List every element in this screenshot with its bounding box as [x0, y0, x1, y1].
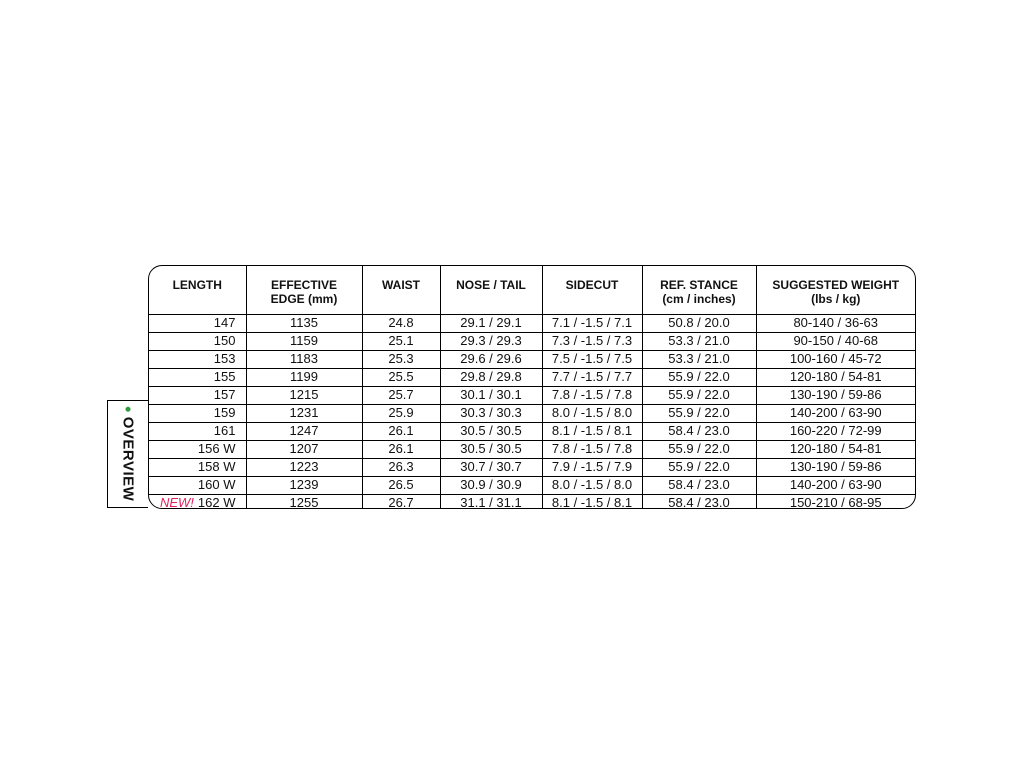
- length-value: 157: [213, 387, 236, 402]
- table-cell-ref-stance: 55.9 / 22.0: [642, 440, 756, 458]
- table-cell-length: [149, 458, 246, 476]
- table-cell-nose-tail: 30.1 / 30.1: [440, 386, 542, 404]
- table-cell-effective-edge: 1247: [246, 422, 362, 440]
- table-row: [149, 458, 915, 476]
- table-cell-suggested-weight: 80-140 / 36-63: [756, 314, 915, 332]
- table-cell-nose-tail: 30.5 / 30.5: [440, 440, 542, 458]
- table-cell-ref-stance: 53.3 / 21.0: [642, 350, 756, 368]
- length-value: 162 W: [197, 495, 236, 509]
- table-cell-ref-stance: 55.9 / 22.0: [642, 386, 756, 404]
- table-cell-nose-tail: 29.1 / 29.1: [440, 314, 542, 332]
- table-cell-waist: 26.3: [362, 458, 440, 476]
- table-cell-length: [149, 494, 246, 509]
- table-cell-suggested-weight: 90-150 / 40-68: [756, 332, 915, 350]
- length-value: 153: [213, 351, 236, 366]
- table-cell-effective-edge: 1207: [246, 440, 362, 458]
- column-header-sidecut: SIDECUT: [542, 266, 642, 314]
- column-header-waist: WAIST: [362, 266, 440, 314]
- length-value: 155: [213, 369, 236, 384]
- table-cell-sidecut: 8.0 / -1.5 / 8.0: [542, 476, 642, 494]
- table-cell-effective-edge: 1223: [246, 458, 362, 476]
- length-value: 160 W: [197, 477, 236, 492]
- table-cell-waist: 25.9: [362, 404, 440, 422]
- column-header-suggested-weight: SUGGESTED WEIGHT (lbs / kg): [756, 266, 915, 314]
- table-cell-nose-tail: 29.8 / 29.8: [440, 368, 542, 386]
- table-cell-sidecut: 7.3 / -1.5 / 7.3: [542, 332, 642, 350]
- length-value: 158 W: [197, 459, 236, 474]
- table-cell-waist: 26.5: [362, 476, 440, 494]
- table-cell-sidecut: 8.0 / -1.5 / 8.0: [542, 404, 642, 422]
- table-cell-suggested-weight: 140-200 / 63-90: [756, 476, 915, 494]
- table-row: [149, 368, 915, 386]
- table-cell-suggested-weight: 120-180 / 54-81: [756, 440, 915, 458]
- table-cell-effective-edge: 1239: [246, 476, 362, 494]
- column-header-ref-stance: REF. STANCE (cm / inches): [642, 266, 756, 314]
- table-cell-waist: 25.7: [362, 386, 440, 404]
- length-value: 156 W: [197, 441, 236, 456]
- table-cell-length: [149, 404, 246, 422]
- table-cell-suggested-weight: 120-180 / 54-81: [756, 368, 915, 386]
- table-cell-length: [149, 476, 246, 494]
- new-badge: NEW!: [159, 495, 194, 509]
- table-cell-ref-stance: 50.8 / 20.0: [642, 314, 756, 332]
- table-row: [149, 422, 915, 440]
- table-cell-sidecut: 7.5 / -1.5 / 7.5: [542, 350, 642, 368]
- table-cell-length: [149, 422, 246, 440]
- length-value: 147: [213, 315, 236, 330]
- table-cell-sidecut: 7.8 / -1.5 / 7.8: [542, 440, 642, 458]
- table-row: [149, 386, 915, 404]
- table-row: [149, 476, 915, 494]
- table-cell-ref-stance: 55.9 / 22.0: [642, 458, 756, 476]
- table-row: [149, 332, 915, 350]
- table-cell-length: [149, 440, 246, 458]
- column-header-nose-tail: NOSE / TAIL: [440, 266, 542, 314]
- table-cell-nose-tail: 30.9 / 30.9: [440, 476, 542, 494]
- table-cell-ref-stance: 58.4 / 23.0: [642, 476, 756, 494]
- length-value: 150: [213, 333, 236, 348]
- table-cell-effective-edge: 1215: [246, 386, 362, 404]
- table-cell-ref-stance: 53.3 / 21.0: [642, 332, 756, 350]
- table-cell-waist: 24.8: [362, 314, 440, 332]
- table-cell-length: [149, 386, 246, 404]
- table-cell-ref-stance: 55.9 / 22.0: [642, 404, 756, 422]
- spec-table: [149, 266, 915, 509]
- table-cell-sidecut: 7.1 / -1.5 / 7.1: [542, 314, 642, 332]
- table-row: [149, 440, 915, 458]
- table-cell-nose-tail: 30.7 / 30.7: [440, 458, 542, 476]
- table-cell-suggested-weight: 100-160 / 45-72: [756, 350, 915, 368]
- table-cell-nose-tail: 30.5 / 30.5: [440, 422, 542, 440]
- table-cell-effective-edge: 1255: [246, 494, 362, 509]
- column-header-length: LENGTH: [149, 266, 246, 314]
- table-cell-suggested-weight: 150-210 / 68-95: [789, 495, 882, 509]
- table-cell-length: [149, 350, 246, 368]
- header-row: [149, 266, 915, 314]
- table-cell-waist: 26.1: [362, 440, 440, 458]
- table-row: [149, 404, 915, 422]
- spec-table-header: [149, 266, 915, 314]
- table-cell-sidecut: 8.1 / -1.5 / 8.1: [542, 494, 642, 509]
- table-cell-suggested-weight: 130-190 / 59-86: [756, 386, 915, 404]
- table-cell-suggested-weight: 160-220 / 72-99: [756, 422, 915, 440]
- table-cell-nose-tail: 30.3 / 30.3: [440, 404, 542, 422]
- table-cell-length: [149, 314, 246, 332]
- table-cell-nose-tail: 29.3 / 29.3: [440, 332, 542, 350]
- table-cell-effective-edge: 1231: [246, 404, 362, 422]
- table-cell-waist: 25.1: [362, 332, 440, 350]
- overview-side-tab: [107, 400, 148, 508]
- length-value: 159: [213, 405, 236, 420]
- table-cell-sidecut: 8.1 / -1.5 / 8.1: [542, 422, 642, 440]
- table-row: [149, 494, 915, 509]
- table-cell-ref-stance: 55.9 / 22.0: [642, 368, 756, 386]
- table-cell-waist: 25.5: [362, 368, 440, 386]
- bullet-dot-icon: [126, 407, 131, 412]
- table-cell-sidecut: 7.8 / -1.5 / 7.8: [542, 386, 642, 404]
- table-cell-waist: 25.3: [362, 350, 440, 368]
- side-tab-label: OVERVIEW: [119, 416, 137, 502]
- table-cell-suggested-weight: 140-200 / 63-90: [756, 404, 915, 422]
- table-cell-waist: 26.7: [362, 494, 440, 509]
- table-cell-effective-edge: 1199: [246, 368, 362, 386]
- table-row: [149, 350, 915, 368]
- table-cell-waist: 26.1: [362, 422, 440, 440]
- table-cell-effective-edge: 1159: [246, 332, 362, 350]
- table-cell-effective-edge: 1135: [246, 314, 362, 332]
- table-cell-suggested-weight: 130-190 / 59-86: [756, 458, 915, 476]
- table-cell-nose-tail: 29.6 / 29.6: [440, 350, 542, 368]
- table-cell-ref-stance: 58.4 / 23.0: [642, 422, 756, 440]
- table-cell-length: [149, 368, 246, 386]
- spec-table-frame: [148, 265, 916, 509]
- table-cell-nose-tail: 31.1 / 31.1: [440, 494, 542, 509]
- table-cell-sidecut: 7.9 / -1.5 / 7.9: [542, 458, 642, 476]
- spec-table-body: [149, 314, 915, 509]
- table-cell-effective-edge: 1183: [246, 350, 362, 368]
- length-value: 161: [213, 423, 236, 438]
- table-cell-sidecut: 7.7 / -1.5 / 7.7: [542, 368, 642, 386]
- overview-side-tab-content: [120, 407, 137, 502]
- table-row: [149, 314, 915, 332]
- table-cell-ref-stance: 58.4 / 23.0: [642, 494, 756, 509]
- table-cell-length: [149, 332, 246, 350]
- column-header-effective-edge: EFFECTIVE EDGE (mm): [246, 266, 362, 314]
